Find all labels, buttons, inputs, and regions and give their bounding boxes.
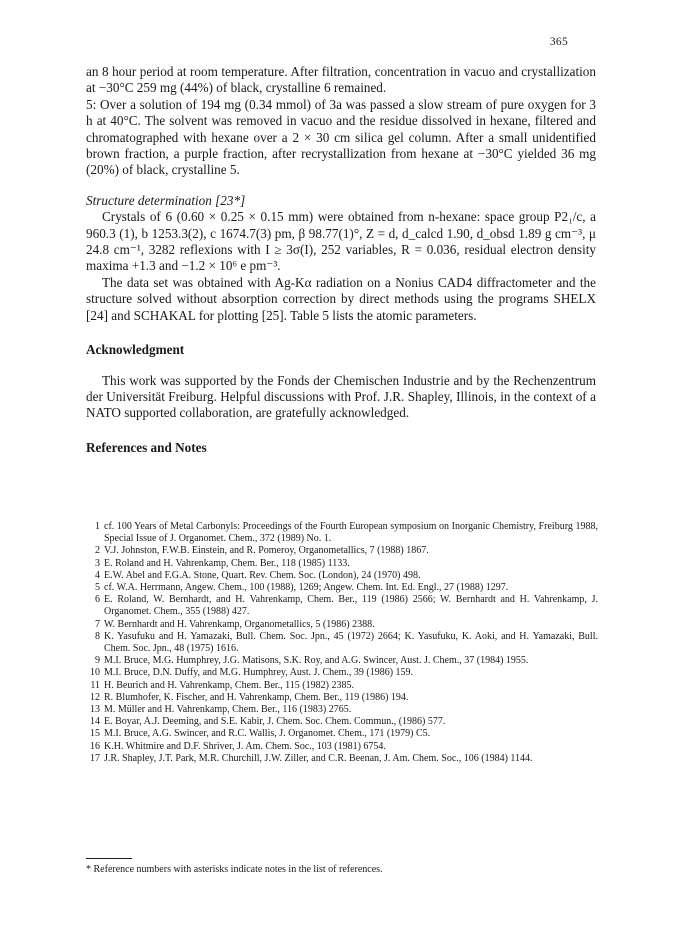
reference-number: 5	[95, 582, 100, 594]
references-heading: References and Notes	[86, 439, 207, 455]
reference-text: V.J. Johnston, F.W.B. Einstein, and R. Pomeroy, Organometallics, 7 (1988) 1867.	[104, 545, 429, 557]
paragraph-synthesis-5: 5: Over a solution of 194 mg (0.34 mmol) of 3a was passed a slow stream of pure oxygen for 3 h at 40°C. The solvent was removed in vacuo and the residue dissolved in hexane, filtered and chromatographed with hexane over a 2 × 30 cm silica gel column. After a small unidentified brown fraction, a purple fraction, after recrystallization from hexane at −30°C yielded 36 mg (20%) of black, crystalline 5.	[86, 96, 596, 178]
reference-item	[86, 728, 598, 740]
reference-number: 15	[90, 728, 100, 740]
reference-text: M. Müller and H. Vahrenkamp, Chem. Ber., 116 (1983) 2765.	[104, 704, 352, 716]
reference-number: 4	[95, 569, 100, 581]
reference-item	[86, 521, 598, 545]
reference-text: K. Yasufuku and H. Yamazaki, Bull. Chem. Soc. Jpn., 45 (1972) 2664; K. Yasufuku, K. Aoki, and H. Yamazaki, Bull. Chem. Soc. Jpn., 48 (1975) 1616.	[104, 630, 598, 655]
reference-item	[86, 692, 598, 704]
reference-text: E. Roland, W. Bernhardt, and H. Vahrenkamp, Chem. Ber., 119 (1986) 2566; W. Bernhardt and H. Vahrenkamp, J. Organomet. Chem., 355 (1988) 427.	[104, 594, 598, 618]
reference-number: 17	[90, 752, 100, 764]
reference-number: 7	[95, 618, 100, 630]
reference-item	[86, 582, 598, 594]
reference-text: H. Beurich and H. Vahrenkamp, Chem. Ber., 115 (1982) 2385.	[104, 679, 354, 691]
paragraph-crystal-data: Crystals of 6 (0.60 × 0.25 × 0.15 mm) were obtained from n-hexane: space group P2₁/c, a 960.3 (1), b 1253.3(2), c 1674.7(3) pm, β 98.77(1)°, Z = d, d_calcd 1.90, d_obsd 1.89 g cm⁻³, μ 24.8 cm⁻¹, 3282 reflexions with I ≥ 3σ(I), 252 variables, R = 0.036, residual electron density maxima +1.3 and −1.2 × 10⁶ e pm⁻³.	[86, 209, 596, 274]
reference-text: M.I. Bruce, A.G. Swincer, and R.C. Wallis, J. Organomet. Chem., 171 (1979) C5.	[104, 728, 431, 740]
reference-item	[86, 570, 598, 582]
page-number: 365	[549, 36, 568, 48]
reference-text: M.I. Bruce, M.G. Humphrey, J.G. Matisons, S.K. Roy, and A.G. Swincer, Aust. J. Chem., 37 (1984) 1955.	[104, 655, 529, 667]
reference-number: 2	[95, 545, 100, 557]
reference-item	[86, 619, 598, 631]
reference-text: E. Roland and H. Vahrenkamp, Chem. Ber., 118 (1985) 1133.	[104, 557, 350, 569]
reference-item	[86, 545, 598, 557]
reference-item	[86, 631, 598, 655]
reference-number: 6	[95, 594, 100, 606]
reference-text: cf. W.A. Herrmann, Angew. Chem., 100 (1988), 1269; Angew. Chem. Int. Ed. Engl., 27 (1988) 1297.	[104, 582, 509, 594]
reference-number: 13	[90, 704, 100, 716]
reference-number: 14	[90, 716, 100, 728]
reference-text: cf. 100 Years of Metal Carbonyls: Proceedings of the Fourth European symposium on Inorganic Chemistry, Freiburg 1988, Special Issue of J. Organomet. Chem., 372 (1989) No. 1.	[104, 521, 598, 545]
article-body	[86, 64, 596, 456]
reference-number: 8	[95, 630, 100, 642]
reference-text: R. Blumhofer, K. Fischer, and H. Vahrenkamp, Chem. Ber., 119 (1986) 194.	[104, 691, 409, 703]
footnote-divider	[86, 858, 132, 859]
reference-text: K.H. Whitmire and D.F. Shriver, J. Am. Chem. Soc., 103 (1981) 6754.	[104, 740, 386, 752]
reference-item	[86, 680, 598, 692]
reference-text: J.R. Shapley, J.T. Park, M.R. Churchill, J.W. Ziller, and C.R. Beenan, J. Am. Chem. Soc., 106 (1984) 1144.	[104, 752, 533, 764]
reference-item	[86, 655, 598, 667]
reference-item	[86, 704, 598, 716]
reference-item	[86, 716, 598, 728]
reference-text: M.I. Bruce, D.N. Duffy, and M.G. Humphrey, Aust. J. Chem., 39 (1986) 159.	[104, 667, 414, 679]
reference-number: 9	[95, 655, 100, 667]
footnote: * Reference numbers with asterisks indicate notes in the list of references.	[86, 864, 383, 875]
structure-determination-heading: Structure determination [23*]	[86, 192, 246, 208]
reference-number: 11	[90, 679, 100, 691]
reference-text: E.W. Abel and F.G.A. Stone, Quart. Rev. Chem. Soc. (London), 24 (1970) 498.	[104, 569, 421, 581]
paragraph-acknowledgment: This work was supported by the Fonds der Chemischen Industrie and by the Rechenzentrum der Universität Freiburg. Helpful discussions with Prof. J.R. Shapley, Illinois, in the context of a NATO supported collaboration, are gratefully acknowledged.	[86, 372, 596, 421]
reference-item	[86, 594, 598, 618]
reference-list	[86, 521, 598, 765]
reference-text: E. Boyar, A.J. Deeming, and S.E. Kabir, J. Chem. Soc. Chem. Commun., (1986) 577.	[104, 716, 446, 728]
acknowledgment-heading: Acknowledgment	[86, 342, 185, 358]
reference-item	[86, 753, 598, 765]
reference-number: 1	[95, 521, 100, 532]
paragraph-synthesis-6: an 8 hour period at room temperature. After filtration, concentration in vacuo and crystallization at −30°C 259 mg (44%) of black, crystalline 6 remained.	[86, 64, 596, 96]
reference-item	[86, 558, 598, 570]
paragraph-data-collection: The data set was obtained with Ag-Kα radiation on a Nonius CAD4 diffractometer and the structure solved without absorption correction by direct methods using the programs SHELX [24] and SCHAKAL for plotting [25]. Table 5 lists the atomic parameters.	[86, 274, 596, 323]
reference-number: 3	[95, 557, 100, 569]
reference-item	[86, 741, 598, 753]
reference-number: 16	[90, 740, 100, 752]
reference-number: 12	[90, 691, 100, 703]
reference-item	[86, 667, 598, 679]
reference-number: 10	[90, 667, 100, 679]
reference-text: W. Bernhardt and H. Vahrenkamp, Organometallics, 5 (1986) 2388.	[104, 618, 375, 630]
